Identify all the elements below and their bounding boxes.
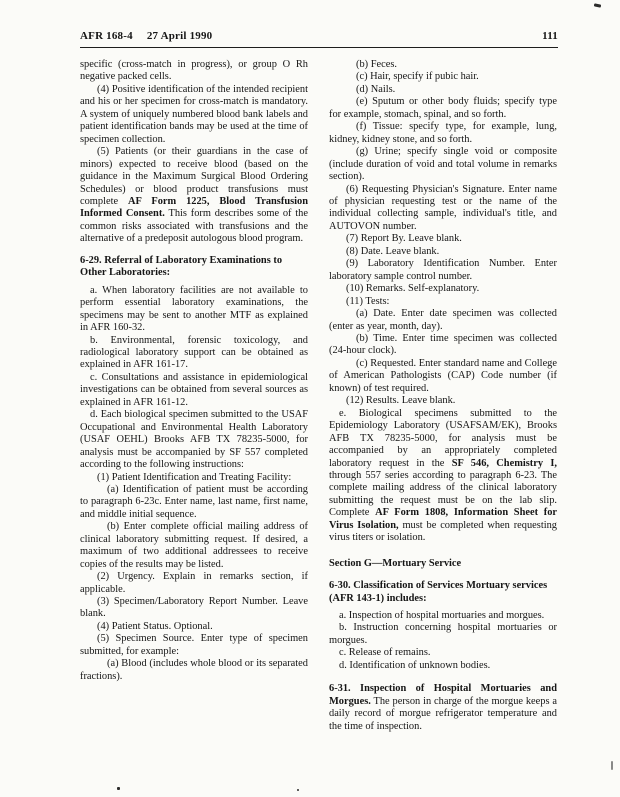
- paragraph: [80, 596, 308, 621]
- bold-text-run: 6-30. Classification of Services Mortuary services (AFR 143-1) includes:: [329, 580, 548, 604]
- text-run: c. Consultations and assistance in epidemiological investigations can be obtained from several sources as explained in AFR 161-12.: [80, 371, 308, 408]
- paragraph: [80, 571, 308, 596]
- text-run: c. Release of remains.: [339, 647, 431, 659]
- text-run: (b) Enter complete official mailing address of clinical laboratory submitting request. If desired, a maximum of two additional addressees to receive copies of the results may be listed.: [80, 521, 308, 570]
- text-run: (6) Requesting Physician's Signature. Enter name of physician requesting test or the name of the individual collecting sample, individual's title, and AUTOVON number.: [329, 183, 557, 232]
- page-header: [80, 30, 558, 42]
- paragraph: [80, 372, 308, 409]
- paragraph: [329, 283, 557, 295]
- paragraph: [329, 96, 557, 121]
- text-run: (5) Specimen Source. Enter type of specimen submitted, for example:: [80, 633, 308, 657]
- paragraph: [329, 246, 557, 258]
- header-rule: [80, 47, 558, 48]
- header-left: [80, 30, 212, 42]
- paragraph: [80, 59, 308, 84]
- paragraph: [80, 84, 308, 146]
- text-run: (12) Results. Leave blank.: [346, 395, 456, 407]
- text-run: a. When laboratory facilities are not available to perform essential laboratory examinations, the specimens may be sent to another MTF as explained in AFR 160-32.: [80, 284, 308, 334]
- right-column: [329, 59, 557, 733]
- scan-artifact: [117, 787, 120, 790]
- text-run: specific (cross-match in progress), or group O Rh negative packed cells.: [80, 59, 308, 83]
- text-run: (1) Patient Identification and Treating Facility:: [97, 471, 292, 483]
- heading: [80, 255, 308, 280]
- text-run: e. Biological specimens submitted to the Epidemiology Laboratory (USAFSAM/EK), Brooks AFB TX 78235-5000, for analysis must be accompanied by an appropriately completed laboratory request in the: [329, 407, 557, 469]
- text-run: (2) Urgency. Explain in remarks section, if applicable.: [80, 571, 308, 595]
- text-run: (3) Specimen/Laboratory Report Number. Leave blank.: [80, 596, 308, 620]
- text-run: The person in charge of the morgue keeps a daily record of morgue refrigerator temperature and the time of inspection.: [329, 695, 557, 732]
- paragraph: [329, 258, 557, 283]
- document-date: 27 April 1990: [146, 30, 213, 42]
- text-run: (e) Sputum or other body fluids; specify type for example, stomach, spinal, and so forth.: [329, 96, 557, 120]
- text-run: (7) Report By. Leave blank.: [346, 233, 462, 245]
- text-run: a. Inspection of hospital mortuaries and morgues.: [339, 610, 545, 622]
- paragraph: [329, 121, 557, 146]
- text-run: (b) Time. Enter time specimen was collected (24-hour clock).: [329, 332, 557, 357]
- paragraph: [329, 683, 557, 733]
- text-run: (4) Patient Status. Optional.: [97, 620, 213, 632]
- paragraph: [80, 621, 308, 633]
- paragraph: [329, 333, 557, 358]
- paragraph: [80, 335, 308, 372]
- text-run: (4) Positive identification of the intended recipient and his or her specimen for cross-match is mandatory. A system of uniquely numbered blood bank labels and patient identification bands may be used at the time of specimen collection.: [80, 83, 308, 145]
- paragraph: [329, 233, 557, 245]
- paragraph: [329, 622, 557, 647]
- text-run: (a) Date. Enter date specimen was collected (enter as year, month, day).: [329, 308, 557, 332]
- paragraph: [329, 660, 557, 672]
- paragraph: [329, 84, 557, 96]
- text-run: (f) Tissue: specify type, for example, lung, kidney, kidney stone, and so forth.: [329, 121, 557, 145]
- paragraph: [329, 71, 557, 83]
- text-run: d. Each biological specimen submitted to the USAF Occupational and Environmental Health Laboratory (USAF OEHL) Brooks AFB TX 78235-5000, for analysis must be accompanied by SF 557 completed according to the following instructions:: [80, 409, 308, 471]
- section-heading: [329, 558, 557, 570]
- paragraph: [329, 610, 557, 622]
- text-run: (8) Date. Leave blank.: [346, 245, 440, 257]
- bold-text-run: AF Form 1225, Blood Transfusion Informed Consent.: [80, 195, 308, 220]
- paragraph: [80, 472, 308, 484]
- paragraph: [329, 184, 557, 234]
- text-run: (a) Blood (includes whole blood or its separated fractions).: [80, 658, 308, 682]
- scan-artifact: [297, 789, 299, 791]
- text-run: b. Environmental, forensic toxicology, and radiological laboratory support can be obtained as explained in AFR 161-17.: [80, 334, 308, 371]
- text-run: (10) Remarks. Self-explanatory.: [346, 283, 480, 295]
- bold-text-run: Section G—Mortuary Service: [329, 557, 462, 569]
- text-run: d. Identification of unknown bodies.: [339, 659, 491, 671]
- page-number: 111: [542, 30, 558, 42]
- left-column: [80, 59, 308, 733]
- paragraph: [80, 484, 308, 521]
- paragraph: [329, 296, 557, 308]
- paragraph: [80, 633, 308, 658]
- bold-text-run: SF 546, Chemistry I,: [451, 457, 558, 469]
- paragraph: [80, 285, 308, 335]
- paragraph: [80, 409, 308, 471]
- text-run: b. Instruction concerning hospital mortuaries or morgues.: [329, 622, 557, 646]
- paragraph: [329, 358, 557, 395]
- text-run: (b) Feces.: [356, 59, 397, 70]
- bold-text-run: AF Form 1808, Information Sheet for Virus Isolation,: [329, 507, 558, 531]
- text-run: through 557 series according to paragraph 6-23. The complete mailing address of the clinical laboratory submitting the request must be on the lab slip. Complete: [329, 469, 557, 519]
- paragraph: [329, 395, 557, 407]
- text-run: (d) Nails.: [356, 83, 396, 95]
- scan-artifact: [594, 3, 601, 7]
- text-run: (9) Laboratory Identification Number. Enter laboratory sample control number.: [329, 258, 557, 282]
- paragraph: [329, 308, 557, 333]
- scan-artifact: [611, 761, 613, 770]
- bold-text-run: 6-31. Inspection of Hospital Mortuaries and Morgues.: [329, 683, 557, 707]
- text-run: (c) Requested. Enter standard name and College of American Pathologists (CAP) Code number (if known) of test required.: [329, 357, 557, 394]
- text-run: (11) Tests:: [346, 295, 390, 307]
- paragraph: [80, 658, 308, 683]
- text-run: (g) Urine; specify single void or composite (include duration of void and total volume in remarks section).: [329, 146, 557, 183]
- document-id: AFR 168-4: [80, 30, 133, 42]
- text-run: This form describes some of the common risks associated with transfusions and the alternative of a predeposit autologous blood program.: [80, 208, 308, 245]
- text-run: must be completed when requesting virus titers or isolation.: [329, 519, 557, 544]
- paragraph: [80, 146, 308, 246]
- paragraph: [329, 408, 557, 545]
- bold-text-run: 6-29. Referral of Laboratory Examinations to Other Laboratories:: [80, 254, 283, 279]
- text-run: (a) Identification of patient must be according to paragraph 6-23c. Enter name, last name, first name, and middle initial sequence.: [80, 483, 308, 520]
- document-body: [80, 59, 558, 733]
- paragraph: [80, 521, 308, 571]
- paragraph: [329, 647, 557, 659]
- text-run: (c) Hair, specify if pubic hair.: [356, 71, 479, 83]
- text-run: (5) Patients (or their guardians in the case of minors) expected to receive blood (based on the guidance in the Maximum Surgical Blood Ordering Schedules) or blood product transfusions must complete: [80, 146, 308, 207]
- heading: [329, 580, 557, 605]
- paragraph: [329, 59, 557, 71]
- paragraph: [329, 146, 557, 183]
